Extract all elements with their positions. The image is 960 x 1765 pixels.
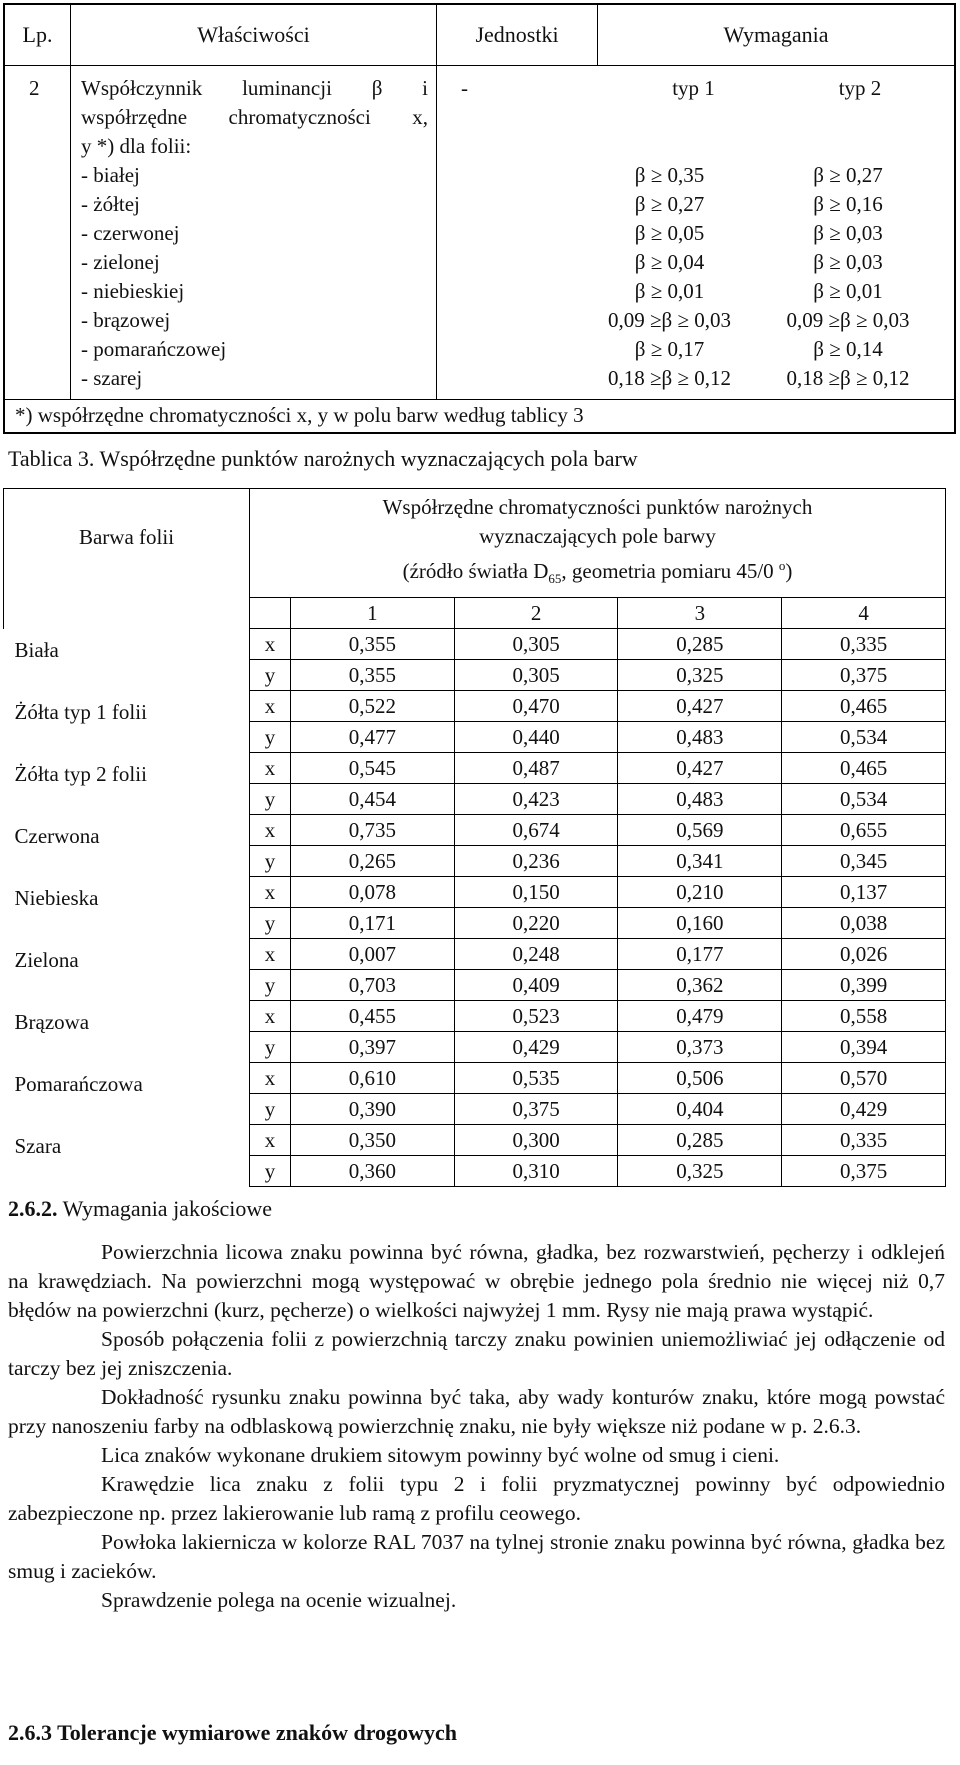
coordinate-value: 0,394 — [782, 1032, 946, 1063]
typ1-requirement: β ≥ 0,27 — [634, 192, 705, 216]
typ2-requirement: 0,09 ≥β ≥ 0,03 — [786, 308, 910, 332]
coordinate-value: 0,569 — [618, 815, 782, 846]
coordinate-value: 0,220 — [454, 908, 618, 939]
coordinate-value: 0,375 — [782, 660, 946, 691]
point-header: 2 — [454, 598, 618, 629]
header-wymagania: Wymagania — [598, 4, 955, 66]
coordinate-value: 0,362 — [618, 970, 782, 1001]
coordinate-value: 0,038 — [782, 908, 946, 939]
header-lp: Lp. — [4, 4, 71, 66]
property-line: - żółtej — [81, 192, 140, 216]
requirement-row — [437, 306, 954, 335]
coordinate-value: 0,440 — [454, 722, 618, 753]
coordinate-value: 0,409 — [454, 970, 618, 1001]
paragraph: Lica znaków wykonane drukiem sitowym powinny być wolne od smug i cieni. — [101, 1443, 780, 1467]
row-number: 2 — [4, 66, 71, 400]
typ2-requirement: β ≥ 0,14 — [813, 337, 883, 361]
table-row — [4, 753, 946, 784]
coordinate-value: 0,210 — [618, 877, 782, 908]
unit-spacer — [437, 364, 597, 393]
coordinate-value: 0,335 — [782, 1125, 946, 1156]
property-line: - brązowej — [81, 308, 171, 332]
header-line: Współrzędne chromatyczności punktów narożnych — [382, 495, 813, 519]
paragraph: Krawędzie lica znaku z folii typu 2 i folii pryzmatycznej powinny być odpowiednio zabezpieczone np. przez lakierowanie lub ramą z profilu ceowego. — [8, 1472, 945, 1525]
typ2-requirement: β ≥ 0,01 — [813, 279, 883, 303]
axis-label: x — [250, 1001, 291, 1032]
axis-label: y — [250, 1156, 291, 1187]
header-jednostki: Jednostki — [437, 4, 598, 66]
coordinate-value: 0,373 — [618, 1032, 782, 1063]
coordinate-value: 0,265 — [291, 846, 455, 877]
table2-header-row — [4, 489, 946, 598]
table-row — [4, 1001, 946, 1032]
coordinate-value: 0,078 — [291, 877, 455, 908]
color-name: Szara — [14, 1134, 62, 1159]
property-line: y *) dla folii: — [81, 134, 192, 158]
footnote-row — [4, 400, 955, 434]
typ1-requirement: β ≥ 0,17 — [634, 337, 705, 361]
typ2-requirement: 0,18 ≥β ≥ 0,12 — [786, 366, 910, 390]
table-caption: Tablica 3. Współrzędne punktów narożnych wyznaczających pola barw — [8, 446, 638, 471]
section-body — [8, 1238, 945, 1615]
coordinate-value: 0,026 — [782, 939, 946, 970]
coordinate-value: 0,703 — [291, 970, 455, 1001]
chromaticity-table — [3, 488, 946, 1187]
header-superscript: o — [778, 558, 786, 573]
point-header: 4 — [782, 598, 946, 629]
coordinate-value: 0,427 — [618, 753, 782, 784]
property-line: - pomarańczowej — [81, 337, 227, 361]
header-coordinates — [250, 489, 946, 598]
coordinate-value: 0,300 — [454, 1125, 618, 1156]
typ2-requirement: β ≥ 0,27 — [813, 163, 883, 187]
color-name: Czerwona — [14, 824, 100, 849]
point-header: 3 — [618, 598, 782, 629]
coordinate-value: 0,310 — [454, 1156, 618, 1187]
typ2-label: typ 2 — [838, 76, 882, 100]
property-line: - niebieskiej — [81, 279, 185, 303]
coordinate-value: 0,390 — [291, 1094, 455, 1125]
requirement-row — [437, 277, 954, 306]
coordinate-value: 0,305 — [454, 629, 618, 660]
table-row — [4, 1063, 946, 1094]
table-row — [4, 629, 946, 660]
color-name: Niebieska — [14, 886, 99, 911]
table-row — [4, 691, 946, 722]
property-cell — [71, 66, 437, 400]
coordinate-value: 0,465 — [782, 691, 946, 722]
coordinate-value: 0,479 — [618, 1001, 782, 1032]
axis-label: y — [250, 660, 291, 691]
coordinate-value: 0,397 — [291, 1032, 455, 1063]
coordinate-value: 0,454 — [291, 784, 455, 815]
coordinate-value: 0,534 — [782, 784, 946, 815]
coordinate-value: 0,506 — [618, 1063, 782, 1094]
coordinate-value: 0,655 — [782, 815, 946, 846]
requirements-table — [3, 3, 956, 434]
property-line: - białej — [81, 163, 140, 187]
paragraph: Dokładność rysunku znaku powinna być taka, aby wady konturów znaku, które mogą powstać przy nanoszeniu farby na odblaskową powierzchnię znaku, nie były większe niż podane w p. 2.6.3. — [8, 1385, 945, 1438]
axis-label: y — [250, 722, 291, 753]
point-header: 1 — [291, 598, 455, 629]
coordinate-value: 0,355 — [291, 629, 455, 660]
typ1-requirement: β ≥ 0,04 — [634, 250, 705, 274]
coordinate-value: 0,455 — [291, 1001, 455, 1032]
axis-label: x — [250, 939, 291, 970]
coordinate-value: 0,345 — [782, 846, 946, 877]
typ1-requirement: β ≥ 0,35 — [634, 163, 705, 187]
axis-label: x — [250, 629, 291, 660]
axis-label: x — [250, 877, 291, 908]
coordinate-value: 0,483 — [618, 784, 782, 815]
axis-label: x — [250, 815, 291, 846]
coordinate-value: 0,335 — [782, 629, 946, 660]
coordinate-value: 0,523 — [454, 1001, 618, 1032]
coordinate-value: 0,171 — [291, 908, 455, 939]
header-text: ) — [785, 559, 793, 583]
header-subscript: 65 — [548, 571, 562, 587]
coordinate-value: 0,423 — [454, 784, 618, 815]
coordinate-value: 0,360 — [291, 1156, 455, 1187]
typ2-requirement: β ≥ 0,16 — [813, 192, 883, 216]
section-number: 2.6.2. — [8, 1196, 58, 1221]
axis-spacer — [250, 598, 291, 629]
axis-label: x — [250, 1125, 291, 1156]
header-line: wyznaczających pole barwy — [479, 524, 716, 548]
section-2-6-3-heading: 2.6.3 Tolerancje wymiarowe znaków drogowych — [8, 1720, 457, 1745]
axis-label: y — [250, 970, 291, 1001]
requirement-row — [437, 161, 954, 190]
table-row — [4, 939, 946, 970]
coordinate-value: 0,429 — [782, 1094, 946, 1125]
color-name: Żółta typ 2 folii — [14, 762, 147, 787]
coordinate-value: 0,427 — [618, 691, 782, 722]
property-line: Współczynnik luminancji β i — [81, 76, 428, 100]
axis-label: x — [250, 1063, 291, 1094]
coordinate-value: 0,305 — [454, 660, 618, 691]
coordinate-value: 0,534 — [782, 722, 946, 753]
footnote: *) współrzędne chromatyczności x, y w polu barw według tablicy 3 — [4, 400, 955, 434]
coordinate-value: 0,375 — [454, 1094, 618, 1125]
unit-spacer — [437, 248, 597, 277]
requirements-cell — [437, 66, 956, 400]
coordinate-value: 0,570 — [782, 1063, 946, 1094]
requirement-row — [437, 190, 954, 219]
header-wlasciwosci: Właściwości — [71, 4, 437, 66]
typ2-requirement: β ≥ 0,03 — [813, 221, 883, 245]
coordinate-value: 0,610 — [291, 1063, 455, 1094]
table-row — [4, 66, 955, 400]
coordinate-value: 0,236 — [454, 846, 618, 877]
unit-spacer — [437, 219, 597, 248]
requirement-row — [437, 335, 954, 364]
header-line — [250, 551, 945, 593]
section-title: Wymagania jakościowe — [57, 1196, 273, 1221]
unit-spacer — [437, 277, 597, 306]
coordinate-value: 0,465 — [782, 753, 946, 784]
coordinate-value: 0,137 — [782, 877, 946, 908]
header-barwa-folii: Barwa folii — [4, 489, 250, 629]
coordinate-value: 0,285 — [618, 1125, 782, 1156]
axis-label: x — [250, 753, 291, 784]
axis-label: x — [250, 691, 291, 722]
property-line: - szarej — [81, 366, 143, 390]
coordinate-value: 0,429 — [454, 1032, 618, 1063]
coordinate-value: 0,248 — [454, 939, 618, 970]
coordinate-value: 0,399 — [782, 970, 946, 1001]
coordinate-value: 0,177 — [618, 939, 782, 970]
property-line: - czerwonej — [81, 221, 180, 245]
header-text: , geometria pomiaru 45/0 — [561, 559, 779, 583]
color-name: Pomarańczowa — [14, 1072, 143, 1097]
paragraph: Sposób połączenia folii z powierzchnią tarczy znaku powinien uniemożliwiać jej odłączenie od tarczy bez jej zniszczenia. — [8, 1327, 945, 1380]
property-line: współrzędne chromatyczności x, — [81, 105, 428, 129]
typ1-label: typ 1 — [672, 76, 715, 100]
typ1-requirement: β ≥ 0,01 — [634, 279, 705, 303]
axis-label: y — [250, 784, 291, 815]
coordinate-value: 0,160 — [618, 908, 782, 939]
typ1-requirement: β ≥ 0,05 — [634, 221, 705, 245]
color-name: Brązowa — [14, 1010, 90, 1035]
type-header-row — [437, 74, 954, 103]
unit-spacer — [437, 335, 597, 364]
paragraph: Powłoka lakiernicza w kolorze RAL 7037 na tylnej stronie znaku powinna być równa, gładka bez smug i zacieków. — [8, 1530, 945, 1583]
coordinate-value: 0,341 — [618, 846, 782, 877]
color-name: Żółta typ 1 folii — [14, 700, 147, 725]
typ2-requirement: β ≥ 0,03 — [813, 250, 883, 274]
axis-label: y — [250, 1094, 291, 1125]
coordinate-value: 0,007 — [291, 939, 455, 970]
coordinate-value: 0,522 — [291, 691, 455, 722]
table-row — [4, 1125, 946, 1156]
unit-spacer — [437, 190, 597, 219]
coordinate-value: 0,325 — [618, 660, 782, 691]
unit-value: - — [461, 76, 468, 100]
table-row — [4, 877, 946, 908]
coordinate-value: 0,735 — [291, 815, 455, 846]
table-header-row — [4, 4, 955, 66]
coordinate-value: 0,535 — [454, 1063, 618, 1094]
coordinate-value: 0,470 — [454, 691, 618, 722]
coordinate-value: 0,674 — [454, 815, 618, 846]
coordinate-value: 0,285 — [618, 629, 782, 660]
section-2-6-2-heading — [8, 1196, 272, 1222]
coordinate-value: 0,545 — [291, 753, 455, 784]
color-name: Biała — [14, 638, 59, 663]
axis-label: y — [250, 908, 291, 939]
unit-spacer — [437, 306, 597, 335]
typ1-requirement: 0,18 ≥β ≥ 0,12 — [608, 366, 731, 390]
property-line: - zielonej — [81, 250, 160, 274]
coordinate-value: 0,350 — [291, 1125, 455, 1156]
paragraph: Sprawdzenie polega na ocenie wizualnej. — [101, 1588, 457, 1612]
coordinate-value: 0,404 — [618, 1094, 782, 1125]
typ1-requirement: 0,09 ≥β ≥ 0,03 — [608, 308, 731, 332]
requirement-row — [437, 364, 954, 393]
header-text: (źródło światła D — [402, 559, 549, 583]
coordinate-value: 0,150 — [454, 877, 618, 908]
table-row — [4, 815, 946, 846]
coordinate-value: 0,477 — [291, 722, 455, 753]
coordinate-value: 0,558 — [782, 1001, 946, 1032]
requirement-row — [437, 248, 954, 277]
coordinate-value: 0,483 — [618, 722, 782, 753]
axis-label: y — [250, 1032, 291, 1063]
color-name: Zielona — [14, 948, 79, 973]
coordinate-value: 0,375 — [782, 1156, 946, 1187]
coordinate-value: 0,325 — [618, 1156, 782, 1187]
requirement-values — [437, 161, 954, 393]
axis-label: y — [250, 846, 291, 877]
coordinate-value: 0,487 — [454, 753, 618, 784]
coordinate-value: 0,355 — [291, 660, 455, 691]
paragraph: Powierzchnia licowa znaku powinna być równa, gładka, bez rozwarstwień, pęcherzy i odklejeń na krawędziach. Na powierzchni mogą występować w obrębie jednego pola średnio nie więcej niż 0,7 błędów na powierzchni (kurz, pęcherze) o wielkości najwyżej 1 mm. Rysy nie mają prawa wystąpić. — [8, 1240, 945, 1322]
requirement-row — [437, 219, 954, 248]
unit-spacer — [437, 161, 597, 190]
